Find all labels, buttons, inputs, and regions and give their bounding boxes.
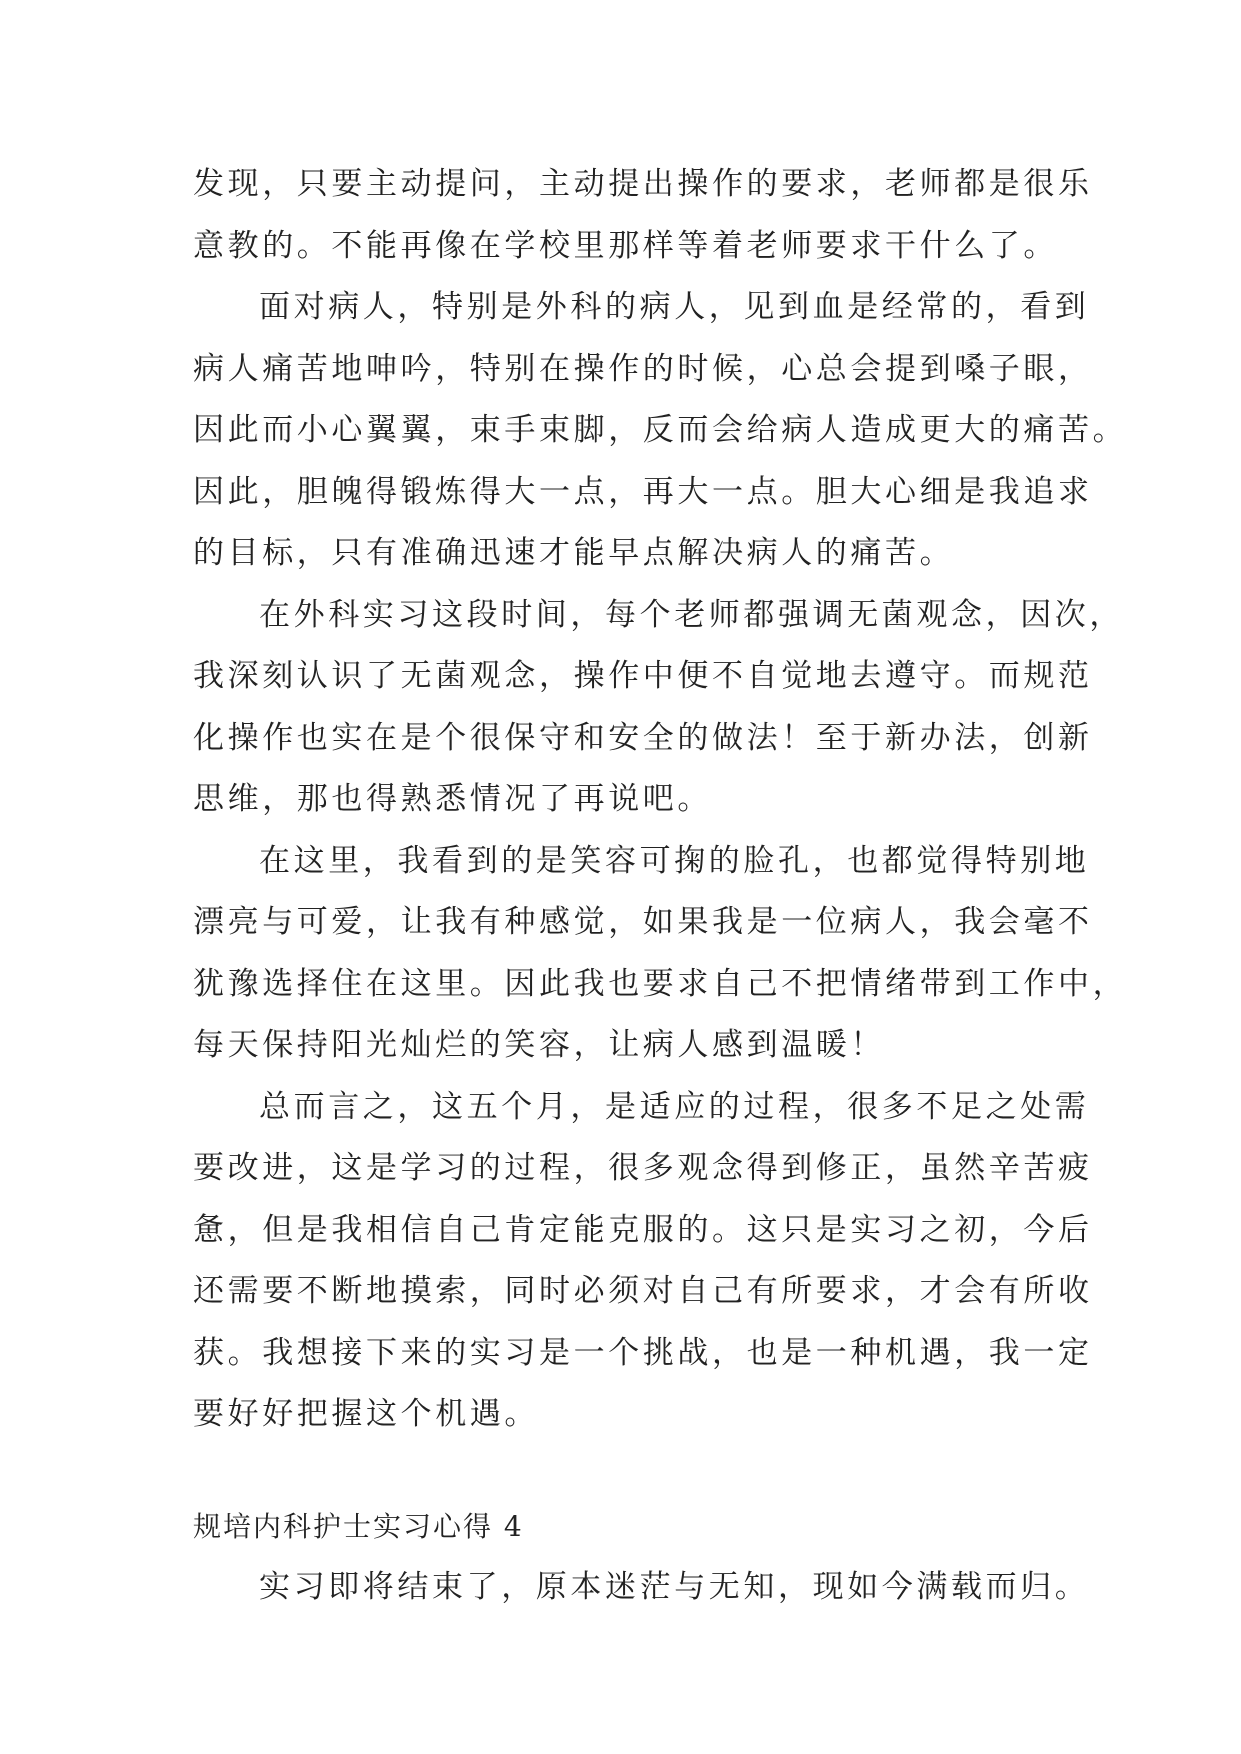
text-line: 要好好把握这个机遇。 — [193, 1396, 539, 1432]
text-line: 思维，那也得熟悉情况了再说吧。 — [193, 781, 712, 817]
text-line: 病人痛苦地呻吟，特别在操作的时候，心总会提到嗓子眼， — [193, 350, 1093, 387]
text-line: 获。我想接下来的实习是一个挑战，也是一种机遇，我一定 — [193, 1334, 1093, 1371]
text-line: 在外科实习这段时间，每个老师都强调无菌观念，因次， — [259, 596, 1124, 633]
text-line: 实习即将结束了，原本迷茫与无知，现如今满载而归。 — [259, 1569, 1090, 1605]
text-line: 漂亮与可爱，让我有种感觉，如果我是一位病人，我会毫不 — [193, 904, 1093, 940]
text-line: 的目标，只有准确迅速才能早点解决病人的痛苦。 — [193, 535, 955, 571]
text-line: 面对病人，特别是外科的病人，见到血是经常的，看到 — [259, 289, 1090, 325]
text-line: 每天保持阳光灿烂的笑容，让病人感到温暖！ — [193, 1027, 885, 1063]
text-line: 化操作也实在是个很保守和安全的做法！至于新办法，创新 — [193, 719, 1093, 756]
text-line: 惫，但是我相信自己肯定能克服的。这只是实习之初，今后 — [193, 1211, 1093, 1248]
text-line: 意教的。不能再像在学校里那样等着老师要求干什么了。 — [193, 227, 1058, 264]
text-line: 要改进，这是学习的过程，很多观念得到修正，虽然辛苦疲 — [193, 1150, 1093, 1186]
text-line: 发现，只要主动提问，主动提出操作的要求，老师都是很乐 — [193, 166, 1093, 202]
document-body — [193, 154, 1128, 1619]
text-line: 因此而小心翼翼，束手束脚，反而会给病人造成更大的痛苦。 — [193, 412, 1128, 448]
section-heading: 规培内科护士实习心得 4 — [193, 1509, 524, 1543]
text-line: 因此，胆魄得锻炼得大一点，再大一点。胆大心细是我追求 — [193, 473, 1093, 510]
text-line: 还需要不断地摸索，同时必须对自己有所要求，才会有所收 — [193, 1273, 1093, 1309]
text-line: 我深刻认识了无菌观念，操作中便不自觉地去遵守。而规范 — [193, 658, 1093, 694]
text-line: 总而言之，这五个月，是适应的过程，很多不足之处需 — [259, 1088, 1090, 1125]
text-line: 犹豫选择住在这里。因此我也要求自己不把情绪带到工作中， — [193, 965, 1128, 1002]
text-line: 在这里，我看到的是笑容可掬的脸孔，也都觉得特别地 — [259, 842, 1090, 879]
